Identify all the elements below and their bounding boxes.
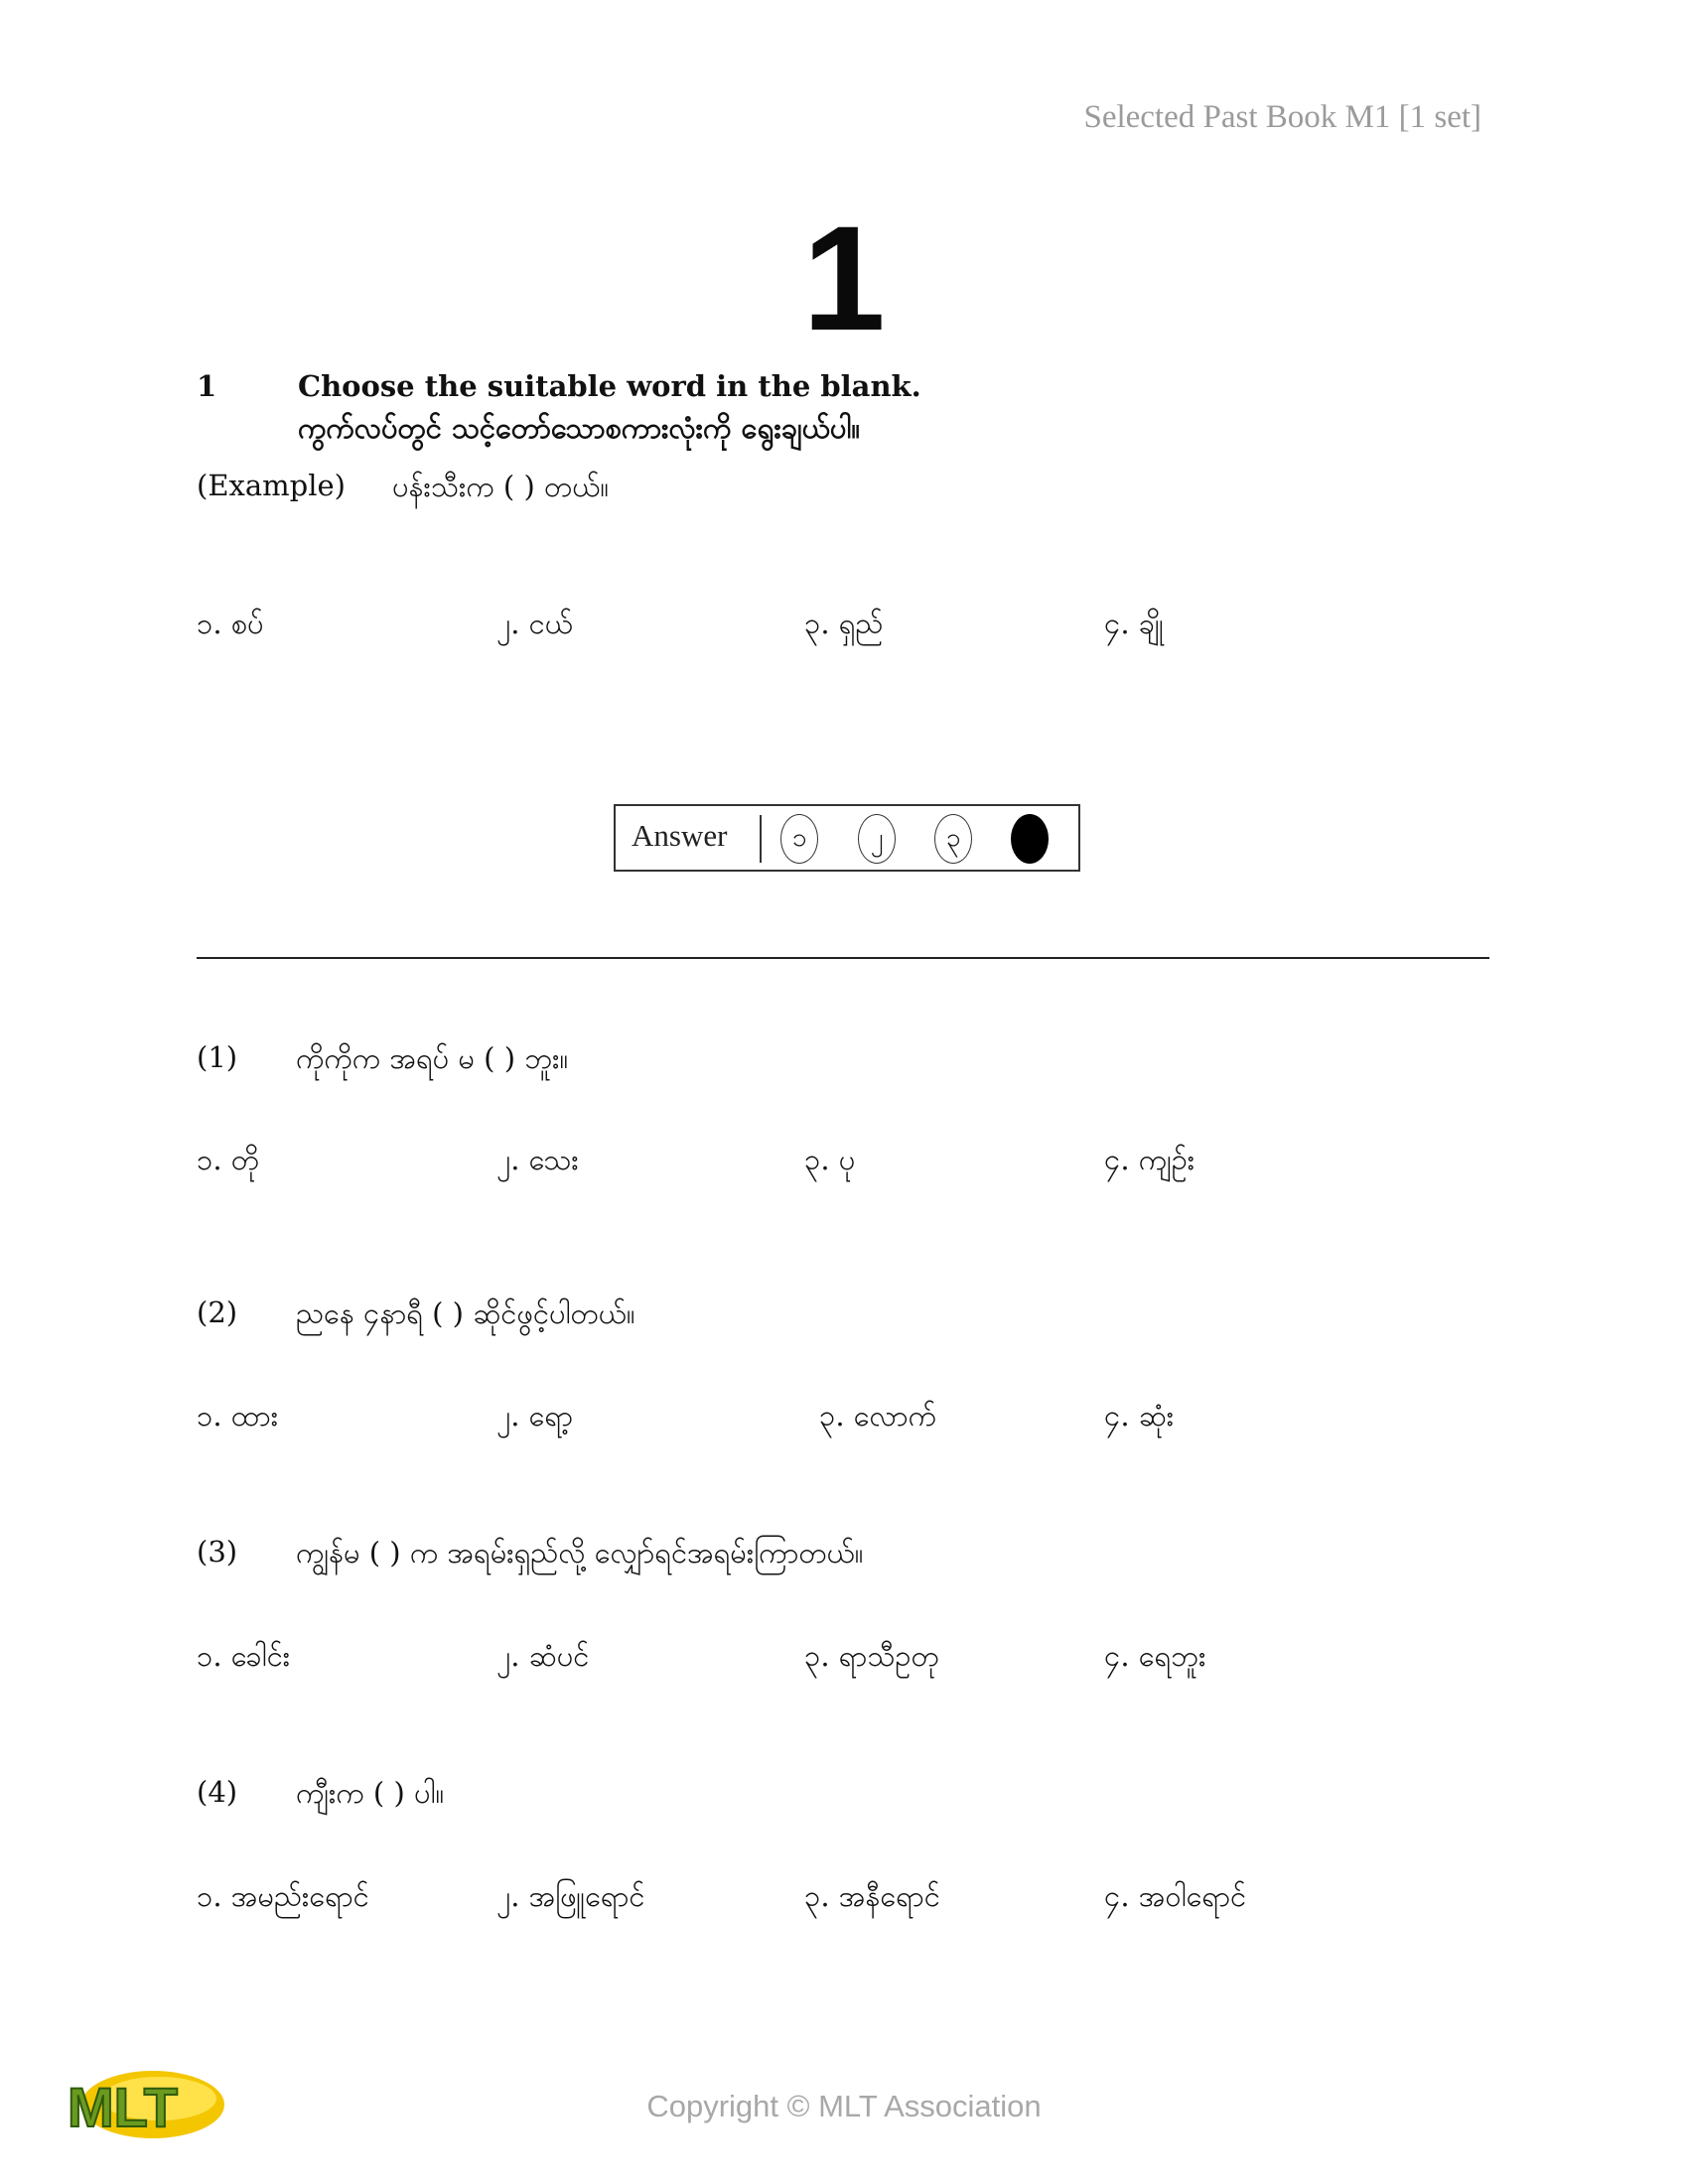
instruction-english: Choose the suitable word in the blank. [298, 369, 921, 403]
footer-copyright: Copyright © MLT Association [646, 2089, 1042, 2123]
page-number: 1 [802, 195, 886, 361]
question-1-option-1: ၁. တို [197, 1143, 259, 1176]
question-1-option-2: ၂. သေး [496, 1143, 579, 1176]
question-2-number: (2) [197, 1296, 238, 1329]
question-4-sentence: ကျီးက ( ) ပါ။ [296, 1776, 445, 1810]
question-1-sentence: ကိုကိုက အရပ် မ ( ) ဘူး။ [296, 1041, 569, 1075]
question-3-number: (3) [197, 1535, 238, 1569]
question-3-option-3: ၃. ရာသီဥတု [804, 1639, 939, 1673]
answer-choice-2: ၂ [858, 814, 896, 864]
question-1-option-4: ၄. ကျဉ်း [1104, 1143, 1196, 1176]
question-4-option-4: ၄. အဝါရောင် [1104, 1879, 1247, 1913]
question-4-option-1: ၁. အမည်းရောင် [197, 1879, 369, 1913]
question-4-option-2: ၂. အဖြူရောင် [496, 1879, 645, 1913]
answer-box [614, 804, 1080, 872]
question-2-option-1: ၁. ထား [197, 1399, 279, 1433]
section-number: 1 [197, 369, 217, 403]
question-1-option-3: ၃. ပု [804, 1143, 856, 1176]
answer-choice-1: ၁ [780, 814, 818, 864]
question-1-number: (1) [197, 1040, 238, 1074]
answer-label: Answer [632, 818, 728, 853]
question-4-number: (4) [197, 1775, 238, 1809]
question-4-option-3: ၃. အနီရောင် [804, 1879, 940, 1913]
divider [197, 957, 1489, 959]
question-3-option-4: ၄. ရေဘူး [1104, 1639, 1206, 1673]
question-2-sentence: ညနေ ၄နာရီ ( ) ဆိုင်ဖွင့်ပါတယ်။ [296, 1297, 635, 1330]
question-3-sentence: ကျွန်မ ( ) က အရမ်းရှည်လို့ လျှော်ရင်အရမ်းကြာတယ်။ [296, 1536, 864, 1570]
answer-separator [760, 815, 762, 863]
answer-choice-4-filled-icon [1011, 814, 1049, 864]
example-option-4: ၄. ချို [1104, 607, 1164, 640]
example-option-3: ၃. ရှည် [804, 607, 884, 640]
example-sentence: ပန်းသီးက ( ) တယ်။ [392, 470, 610, 503]
instruction-myanmar: ကွက်လပ်တွင် သင့်တော်သောစကားလုံးကို ရွေးချယ်ပါ။ [298, 411, 861, 445]
example-label: (Example) [197, 469, 346, 502]
logo-text: MLT [68, 2076, 178, 2138]
example-option-2: ၂. ငယ် [496, 607, 573, 640]
answer-choice-3: ၃ [934, 814, 972, 864]
question-3-option-2: ၂. ဆံပင် [496, 1639, 590, 1673]
question-2-option-3: ၃. လောက် [819, 1399, 936, 1433]
question-3-option-1: ၁. ခေါင်း [197, 1639, 291, 1673]
question-2-option-4: ၄. ဆုံး [1104, 1399, 1175, 1433]
header-title: Selected Past Book M1 [1 set] [1083, 99, 1481, 135]
question-2-option-2: ၂. ရော့ [496, 1399, 574, 1433]
mlt-logo-icon [62, 2063, 228, 2146]
example-option-1: ၁. စပ် [197, 607, 264, 640]
